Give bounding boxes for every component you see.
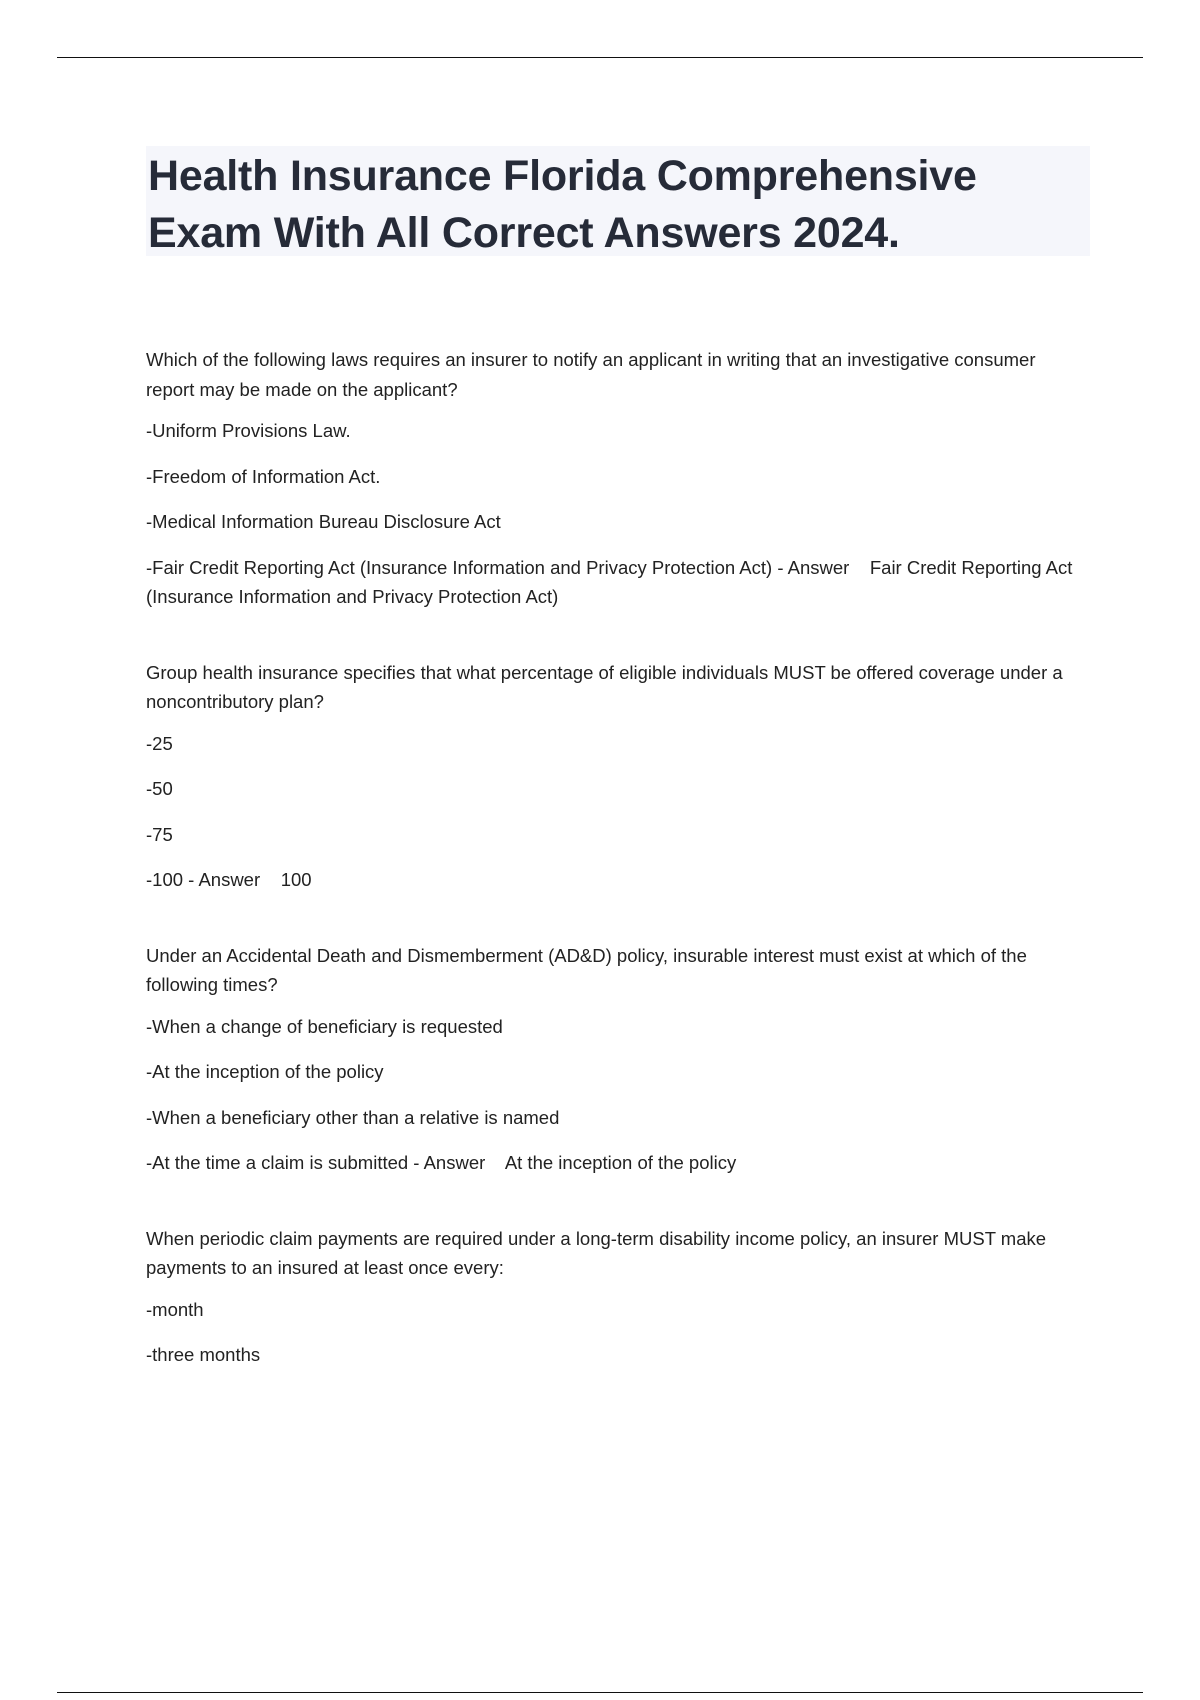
- question-1: [146, 345, 1086, 612]
- question-text: Group health insurance specifies that what percentage of eligible individuals MUST be offered coverage under a noncontributory plan?: [146, 661, 1063, 712]
- title-block: [146, 146, 1090, 256]
- answer-option: -At the inception of the policy: [146, 1061, 384, 1082]
- question-2: [146, 658, 1086, 895]
- document-title: [148, 148, 1090, 262]
- answer-option: -three months: [146, 1344, 261, 1365]
- document-title-line-2: Exam With All Correct Answers 2024.: [148, 209, 900, 257]
- answer-option: -Uniform Provisions Law.: [146, 420, 351, 441]
- answer-option: -50: [146, 778, 173, 799]
- top-rule: [57, 57, 1143, 58]
- answer-option: -75: [146, 823, 173, 845]
- answer-option: -month: [146, 1298, 204, 1320]
- document-title-line-1: Health Insurance Florida Comprehensive: [148, 152, 977, 200]
- question-4: [146, 1224, 1086, 1370]
- answer-option-with-answer: -Fair Credit Reporting Act (Insurance Information and Privacy Protection Act) - Answer Fair Credit Reporting Act (Insurance Information and Privacy Protection Act): [146, 556, 1078, 607]
- question-text: Which of the following laws requires an insurer to notify an applicant in writing that an investigative consumer report may be made on the applicant?: [146, 349, 1036, 400]
- answer-option-with-answer: -At the time a claim is submitted - Answer At the inception of the policy: [146, 1152, 737, 1173]
- answer-option: -Freedom of Information Act.: [146, 465, 381, 487]
- question-text: Under an Accidental Death and Dismemberment (AD&D) policy, insurable interest must exist at which of the following times?: [146, 944, 1027, 995]
- question-3: [146, 941, 1086, 1178]
- question-list: [146, 345, 1086, 1416]
- answer-option: -When a beneficiary other than a relative is named: [146, 1106, 560, 1128]
- answer-option: -25: [146, 732, 173, 754]
- question-text: When periodic claim payments are required under a long-term disability income policy, an insurer MUST make payments to an insured at least once every:: [146, 1227, 1047, 1278]
- answer-option-with-answer: -100 - Answer 100: [146, 869, 312, 890]
- answer-option: -Medical Information Bureau Disclosure Act: [146, 511, 501, 532]
- bottom-rule: [57, 1692, 1143, 1693]
- answer-option: -When a change of beneficiary is requested: [146, 1015, 503, 1037]
